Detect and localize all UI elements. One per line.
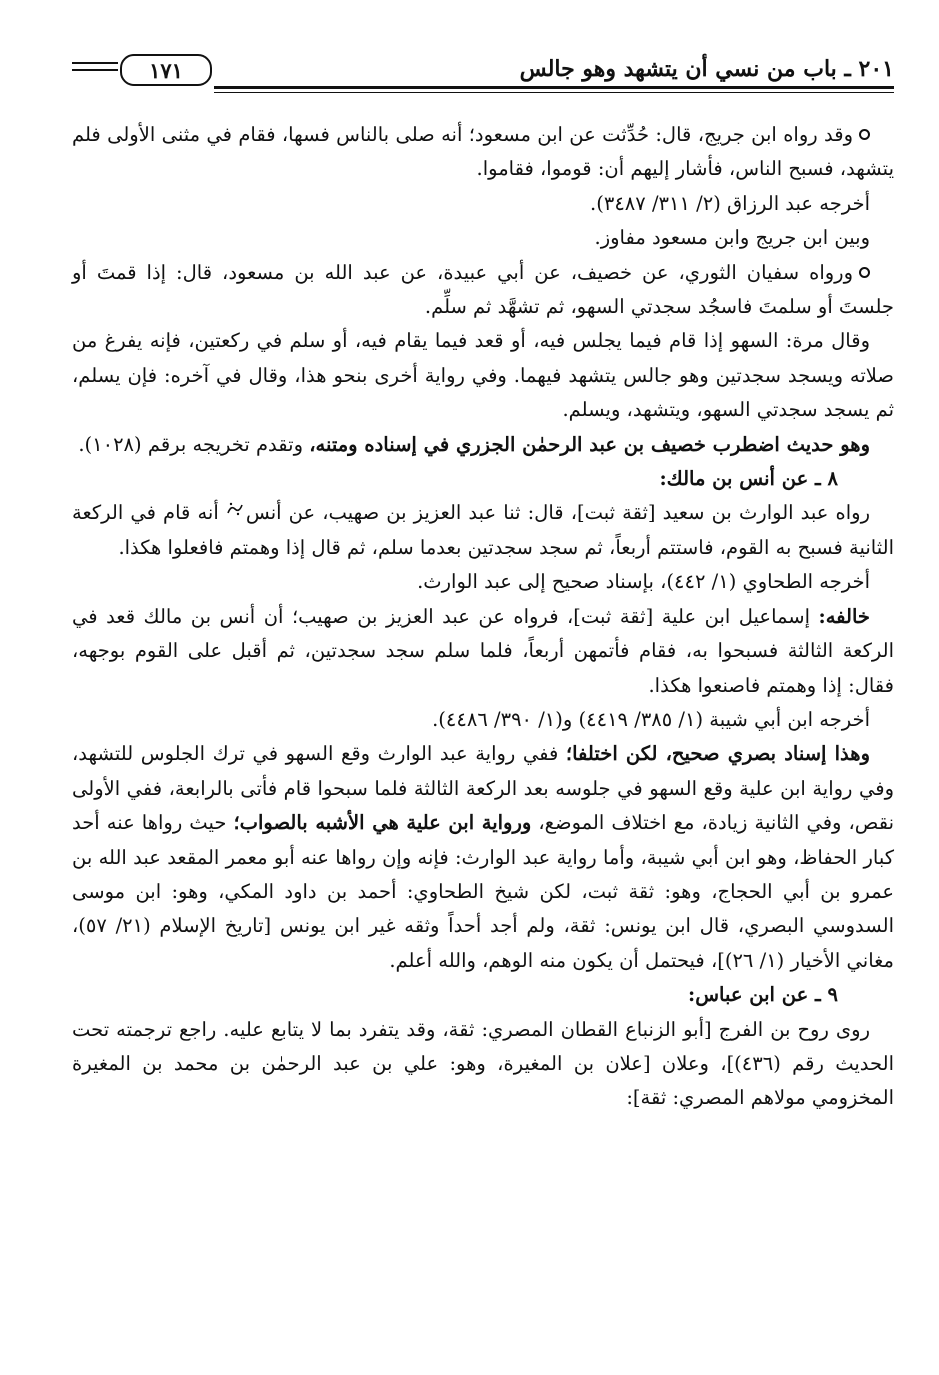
bold-statement: وهذا إسناد بصري صحيح، لكن اختلفا؛ <box>565 742 870 766</box>
header-rule-thin <box>214 92 894 93</box>
bold-statement: ورواية ابن علية هي الأشبه بالصواب؛ <box>233 811 532 835</box>
decorative-lines <box>72 62 118 82</box>
page-number: ١٧١ <box>120 54 212 86</box>
paragraph-text: أنه قام في الركعة الثانية فسبح به القوم، فاستتم أربعاً، ثم سجد سجدتين بعدما سلم، ثم قال إذا وهمتم فافعلوا هكذا. <box>72 501 894 559</box>
paragraph-text: حيث رواها عنه أحد كبار الحفاظ، وهو ابن أبي شيبة، وأما رواية عبد الوارث: فإنه وإن رواها عنه أبو معمر المقعد عبد الله بن عمرو بن أبي الحجاج، وهو: ثقة ثبت، لكن شيخ الطحاوي: أحمد بن داود المكي، وهو: ابن موسى السدوسي البصري، قال ابن يونس: ثقة، ولم أجد أحداً وثقه غير ابن يونس [تاريخ الإسلام (٢١/ ٥٧)، مغاني الأخيار (١/ ٢٦)]، فيحتمل أن يكون منه الوهم، والله أعلم. <box>72 811 894 972</box>
paragraph <box>72 600 894 703</box>
chapter-title: ٢٠١ ـ باب من نسي أن يتشهد وهو جالس <box>519 56 894 82</box>
page-header <box>72 52 894 96</box>
paragraph <box>72 118 894 187</box>
bold-label: خالفه: <box>818 604 870 628</box>
bold-statement: وهو حديث اضطرب خصيف بن عبد الرحمٰن الجزري في إسناده ومتنه، <box>309 432 870 456</box>
honorific-symbol-icon <box>226 501 244 517</box>
paragraph: وقال مرة: السهو إذا قام فيما يجلس فيه، أو قعد فيما يقام فيه، أو سلم في ركعتين، فإنه يفرغ من صلاته ويسجد سجدتين وهو جالس يتشهد فيهما. وفي رواية أخرى بنحو هذا، وقال في آخره: فإن يسلم، ثم يسجد سجدتي السهو، ويتشهد، ويسلم. <box>72 329 894 422</box>
main-text <box>72 118 894 1116</box>
paragraph <box>72 496 894 565</box>
section-heading-8: ٨ ـ عن أنس بن مالك: <box>659 467 838 491</box>
paragraph: أخرجه الطحاوي (١/ ٤٤٢)، بإسناد صحيح إلى عبد الوارث. <box>417 570 870 594</box>
paragraph-text: وقد رواه ابن جريج، قال: حُدِّثت عن ابن مسعود؛ أنه صلى بالناس فسها، فقام في مثنى الأولى فلم يتشهد، فسبح الناس، فأشار إليهم أن: قوموا، فقاموا. <box>72 123 894 181</box>
bullet-circle-icon <box>859 129 870 140</box>
paragraph <box>72 428 894 462</box>
paragraph-text: إسماعيل ابن علية [ثقة ثبت]، فرواه عن عبد العزيز بن صهيب؛ أن أنس بن مالك قعد في الركعة الثالثة فسبحوا به، فقام فأتمهن أربعاً، فلما سلم سجد سجدتين، ثم أقبل على القوم بوجهه، فقال: إذا وهمتم فاصنعوا هكذا. <box>72 604 894 697</box>
paragraph <box>72 737 894 978</box>
paragraph: أخرجه عبد الرزاق (٢/ ٣١١/ ٣٤٨٧). <box>590 191 870 215</box>
bullet-circle-icon <box>859 267 870 278</box>
paragraph: وبين ابن جريج وابن مسعود مفاوز. <box>594 226 870 250</box>
paragraph-text: ففي رواية عبد الوارث وقع السهو في ترك الجلوس للتشهد، وفي رواية ابن علية وقع السهو في جلوسه بعد الركعة الثالثة فلما سبحوا قام فأتى بالرابعة، ففي الأولى نقص، وفي الثانية زيادة، مع اختلاف الموضع، <box>72 742 894 835</box>
paragraph <box>72 256 894 325</box>
paragraph: روى روح بن الفرج [أبو الزنباع القطان المصري: ثقة، وقد يتفرد بما لا يتابع عليه. راجع ترجمته تحت الحديث رقم (٤٣٦)]، وعلان [علان بن المغيرة، وهو: علي بن عبد الرحمٰن بن محمد بن المغيرة المخزومي مولاهم المصري: ثقة]: <box>72 1017 894 1110</box>
header-rule <box>214 86 894 89</box>
paragraph-text: وتقدم تخريجه برقم (١٠٢٨). <box>78 432 310 456</box>
paragraph: أخرجه ابن أبي شيبة (١/ ٣٨٥/ ٤٤١٩) و(١/ ٣٩٠/ ٤٤٨٦). <box>432 707 870 731</box>
section-heading-9: ٩ ـ عن ابن عباس: <box>688 983 838 1007</box>
paragraph-text: رواه عبد الوارث بن سعيد [ثقة ثبت]، قال: ثنا عبد العزيز بن صهيب، عن أنس <box>245 501 870 525</box>
paragraph-text: ورواه سفيان الثوري، عن خصيف، عن أبي عبيدة، عن عبد الله بن مسعود، قال: إذا قمتَ أو جلستَ أو سلمتَ فاسجُد سجدتي السهو، ثم تشهَّد ثم سلِّم. <box>72 260 894 319</box>
